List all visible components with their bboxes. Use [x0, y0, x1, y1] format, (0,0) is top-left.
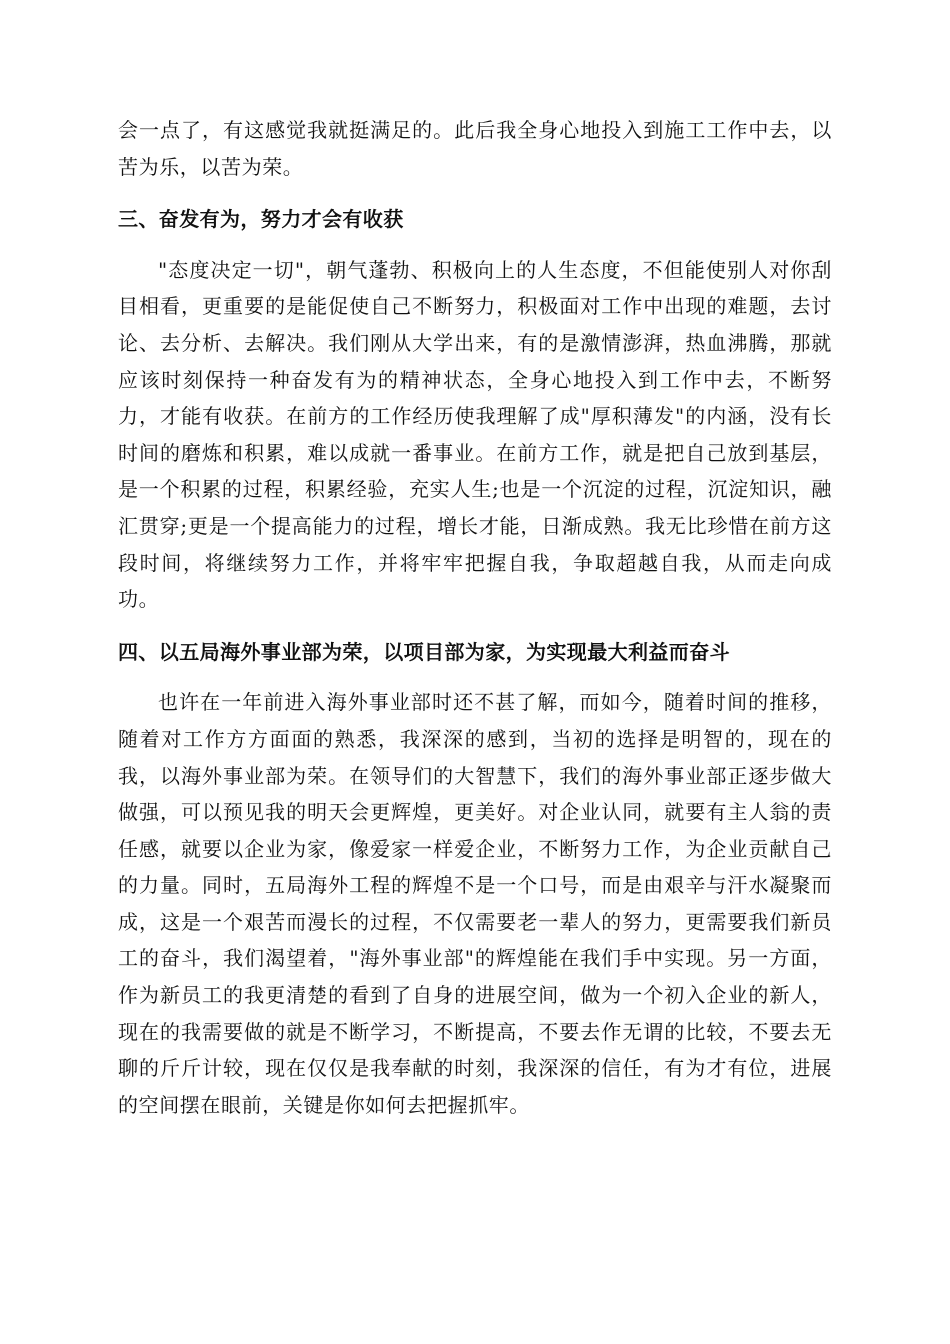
body-paragraph-section-3: "态度决定一切"，朝气蓬勃、积极向上的人生态度，不但能使别人对你刮目相看，更重要的是能促使自己不断努力，积极面对工作中出现的难题，去讨论、去分析、去解决。我们刚从大学出来，有的是激情澎湃，热血沸腾，那就应该时刻保持一种奋发有为的精神状态，全身心地投入到工作中去，不断努力，才能有收获。在前方的工作经历使我理解了成"厚积薄发"的内涵，没有长时间的磨炼和积累，难以成就一番事业。在前方工作，就是把自己放到基层，是一个积累的过程，积累经验，充实人生;也是一个沉淀的过程，沉淀知识，融汇贯穿;更是一个提高能力的过程，增长才能，日渐成熟。我无比珍惜在前方这段时间，将继续努力工作，并将牢牢把握自我，争取超越自我，从而走向成功。 [118, 257, 832, 612]
section-heading-4: 四、以五局海外事业部为荣，以项目部为家，为实现最大利益而奋斗 [118, 639, 730, 664]
section-heading-3: 三、奋发有为，努力才会有收获 [118, 207, 404, 232]
body-paragraph-continued: 会一点了，有这感觉我就挺满足的。此后我全身心地投入到施工工作中去，以苦为乐，以苦为荣。 [118, 118, 832, 179]
body-paragraph-section-4: 也许在一年前进入海外事业部时还不甚了解，而如今，随着时间的推移，随着对工作方方面面的熟悉，我深深的感到，当初的选择是明智的，现在的我，以海外事业部为荣。在领导们的大智慧下，我们的海外事业部正逐步做大做强，可以预见我的明天会更辉煌，更美好。对企业认同，就要有主人翁的责任感，就要以企业为家，像爱家一样爱企业，不断努力工作，为企业贡献自己的力量。同时，五局海外工程的辉煌不是一个口号，而是由艰辛与汗水凝聚而成，这是一个艰苦而漫长的过程，不仅需要老一辈人的努力，更需要我们新员工的奋斗，我们渴望着，"海外事业部"的辉煌能在我们手中实现。另一方面，作为新员工的我更清楚的看到了自身的进展空间，做为一个初入企业的新人，现在的我需要做的就是不断学习，不断提高，不要去作无谓的比较，不要去无聊的斤斤计较，现在仅仅是我奉献的时刻，我深深的信任，有为才有位，进展的空间摆在眼前，关键是你如何去把握抓牢。 [118, 690, 832, 1117]
